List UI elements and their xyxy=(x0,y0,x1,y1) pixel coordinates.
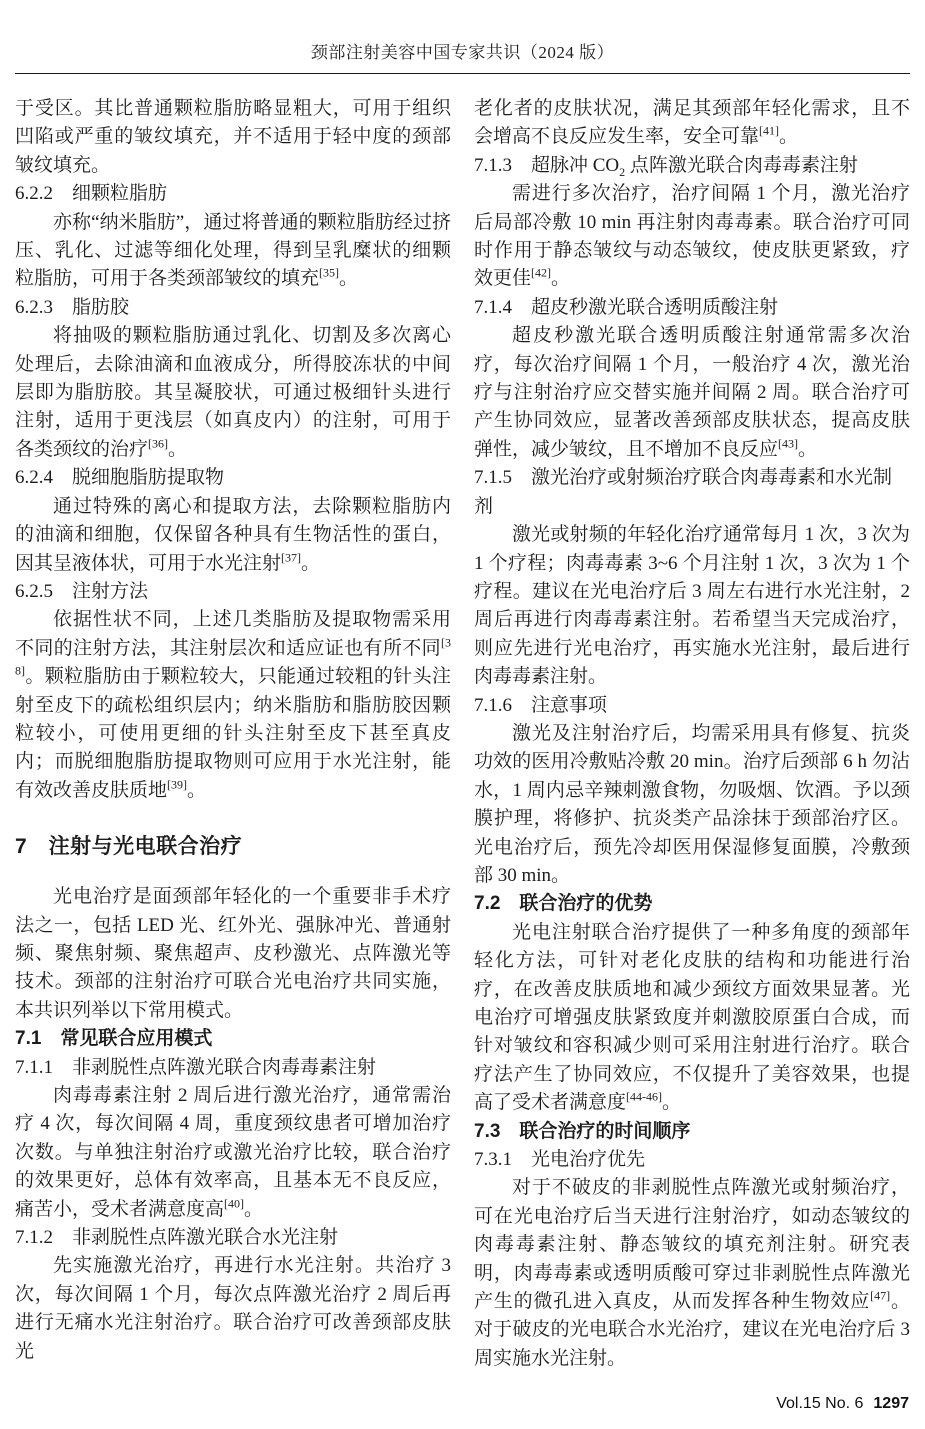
reference-marker: [40] xyxy=(224,1196,245,1211)
subsubsection-heading xyxy=(15,578,451,606)
chemical-subscript: 2 xyxy=(619,164,626,179)
text-run: 7.1.6 注意事项 xyxy=(474,694,608,716)
subsubsection-heading xyxy=(474,1146,910,1174)
text-run: 7.2 联合治疗的优势 xyxy=(474,893,653,915)
text-run: 7.1 常见联合应用模式 xyxy=(15,1028,213,1050)
text-run: 先实施激光治疗，再进行水光注射。共治疗 3 次，每次间隔 1 个月，每次点阵激光治疗 2 周后再进行无痛水光注射治疗。联合治疗可改善颈部皮肤光 xyxy=(15,1255,451,1362)
text-run: 将抽吸的颗粒脂肪通过乳化、切割及多次离心处理后，去除油滴和血液成分，所得胶冻状的中间层即为脂肪胶。其呈凝胶状，可通过极细针头进行注射，适用于更浅层（如真皮内）的注射，可用于各类颈纹的治疗 xyxy=(15,325,451,460)
text-run: 。 xyxy=(551,268,571,290)
text-run: 。颗粒脂肪由于颗粒较大，只能通过较粗的针头注射至皮下的疏松组织层内；纳米脂肪和脂肪胶因颗粒较小，可使用更细的针头注射至皮下甚至真皮内；而脱细胞脂肪提取物则可应用于水光注射，能有效改善皮肤质地 xyxy=(15,666,451,801)
text-run: 激光或射频的年轻化治疗通常每月 1 次，3 次为 1 个疗程；肉毒毒素 3~6 个月注射 1 次，3 次为 1 个疗程。建议在光电治疗后 3 周左右进行水光注射，2 周后再进行肉毒毒素注射。若希望当天完成治疗，则应先进行光电治疗，再实施水光注射，最后进行肉毒毒素注射。 xyxy=(474,524,910,688)
reference-marker: [36] xyxy=(148,436,169,451)
paragraph xyxy=(15,1082,451,1224)
paragraph xyxy=(474,322,910,464)
paragraph xyxy=(474,95,910,152)
text-run: 7.3 联合治疗的时间顺序 xyxy=(474,1120,691,1142)
subsubsection-heading xyxy=(474,692,910,720)
reference-marker: [39] xyxy=(167,777,188,792)
paragraph xyxy=(15,322,451,464)
reference-marker: [37] xyxy=(281,550,302,565)
text-run: 光电治疗是面颈部年轻化的一个重要非手术疗法之一，包括 LED 光、红外光、强脉冲光、普通射频、聚焦射频、聚焦超声、皮秒激光、点阵激光等技术。颈部的注射治疗可联合光电治疗共同实施，本共识列举以下常用模式。 xyxy=(15,886,451,1021)
text-run: 7 注射与光电联合治疗 xyxy=(15,835,243,859)
text-run: 。 xyxy=(339,268,359,290)
subsubsection-heading xyxy=(474,294,910,322)
subsubsection-heading xyxy=(474,152,910,180)
reference-marker: [47] xyxy=(870,1288,891,1303)
subsection-heading xyxy=(474,1118,910,1146)
text-run: 。对于破皮的光电联合水光治疗，建议在光电治疗后 3 周实施水光注射。 xyxy=(474,1291,910,1369)
text-run: 老化者的皮肤状况，满足其颈部年轻化需求，且不会增高不良反应发生率，安全可靠 xyxy=(474,98,910,148)
text-run: 需进行多次治疗，治疗间隔 1 个月，激光治疗后局部冷敷 10 min 再注射肉毒毒素。联合治疗可同时作用于静态皱纹与动态皱纹，使皮肤更紧致，疗效更佳 xyxy=(474,183,910,290)
text-run: 7.1.5 激光治疗或射频治疗联合肉毒毒素和水光制剂 xyxy=(474,467,893,517)
text-run: 肉毒毒素注射 2 周后进行激光治疗，通常需治疗 4 次，每次间隔 4 周，重度颈纹患者可增加治疗次数。与单独注射治疗或激光治疗比较，联合治疗的效果更好，总体有效率高，且基本无不良反应，痛苦小，受术者满意度高 xyxy=(15,1085,451,1220)
paragraph xyxy=(15,209,451,294)
subsubsection-heading xyxy=(15,1224,451,1252)
reference-marker: [35] xyxy=(319,266,340,281)
paragraph xyxy=(15,1252,451,1366)
text-run: 。 xyxy=(662,1092,682,1114)
text-run: 超皮秒激光联合透明质酸注射通常需多次治疗，每次治疗间隔 1 个月，一般治疗 4 次，激光治疗与注射治疗应交替实施并间隔 2 周。联合治疗可产生协同效应，显著改善颈部皮肤状态，提高皮肤弹性，减少皱纹，且不增加不良反应 xyxy=(474,325,910,460)
subsubsection-heading xyxy=(15,294,451,322)
text-run: 亦称“纳米脂肪”，通过将普通的颗粒脂肪经过挤压、乳化、过滤等细化处理，得到呈乳糜状的细颗粒脂肪，可用于各类颈部皱纹的填充 xyxy=(15,211,451,290)
text-run: 激光及注射治疗后，均需采用具有修复、抗炎功效的医用冷敷贴冷敷 20 min。治疗后颈部 6 h 勿沾水，1 周内忌辛辣刺激食物，勿吸烟、饮酒。予以颈膜护理，将修护、抗炎类产品涂抹于颈部治疗区。光电治疗后，预先冷却医用保湿修复面膜，冷敷颈部 30 min。 xyxy=(474,722,910,886)
reference-marker: [38] xyxy=(15,635,451,678)
subsubsection-heading xyxy=(474,464,910,521)
text-run: 7.1.1 非剥脱性点阵激光联合肉毒毒素注射 xyxy=(15,1056,377,1078)
page-footer xyxy=(776,1395,909,1413)
page-number: 1297 xyxy=(873,1395,909,1412)
text-run: 。 xyxy=(244,1198,264,1220)
text-run: 6.2.3 脂肪胶 xyxy=(15,296,130,318)
paragraph xyxy=(474,720,910,890)
subsection-heading xyxy=(15,1025,451,1053)
paragraph xyxy=(474,1174,910,1373)
text-run: 。 xyxy=(779,126,799,148)
left-column xyxy=(15,95,451,1373)
reference-marker: [43] xyxy=(778,436,799,451)
text-run: 7.1.2 非剥脱性点阵激光联合水光注射 xyxy=(15,1227,339,1249)
paragraph xyxy=(474,521,910,691)
text-run: 6.2.5 注射方法 xyxy=(15,580,149,602)
text-run: 7.1.4 超皮秒激光联合透明质酸注射 xyxy=(474,296,779,318)
text-run: 对于不破皮的非剥脱性点阵激光或射频治疗，可在光电治疗后当天进行注射治疗，如动态皱纹的肉毒毒素注射、静态皱纹的填充剂注射。研究表明，肉毒毒素或透明质酸可穿过非剥脱性点阵激光产生的微孔进入真皮，从而发挥各种生物效应 xyxy=(474,1177,910,1313)
text-run: 。 xyxy=(187,779,207,801)
paragraph xyxy=(15,883,451,1025)
paragraph xyxy=(474,180,910,294)
text-run: 点阵激光联合肉毒毒素注射 xyxy=(625,154,858,176)
text-run: 光电注射联合治疗提供了一种多角度的颈部年轻化方法，可针对老化皮肤的结构和功能进行治疗，在改善皮肤质地和减少颈纹方面效果显著。光电治疗可增强皮肤紧致度并刺激胶原蛋白合成，而针对皱纹和容积减少则可采用注射进行治疗。联合疗法产生了协同效应，不仅提升了美容效果，也提高了受术者满意度 xyxy=(474,921,910,1114)
paragraph xyxy=(15,606,451,805)
text-run: 。 xyxy=(798,438,818,460)
paragraph xyxy=(474,919,910,1118)
subsubsection-heading xyxy=(15,180,451,208)
paragraph xyxy=(15,95,451,180)
section-heading xyxy=(15,832,451,862)
text-run: 6.2.2 细颗粒脂肪 xyxy=(15,183,168,205)
text-run: 通过特殊的离心和提取方法，去除颗粒脂肪内的油滴和细胞，仅保留各种具有生物活性的蛋白，因其呈液体状，可用于水光注射 xyxy=(15,495,451,574)
text-run: 依据性状不同，上述几类脂肪及提取物需采用不同的注射方法，其注射层次和适应证也有所不同 xyxy=(15,609,451,659)
subsubsection-heading xyxy=(15,1054,451,1082)
text-run: 于受区。其比普通颗粒脂肪略显粗大，可用于组织凹陷或严重的皱纹填充，并不适用于轻中度的颈部皱纹填充。 xyxy=(15,98,451,176)
reference-marker: [42] xyxy=(531,266,552,281)
reference-marker: [41] xyxy=(759,124,780,139)
subsection-heading xyxy=(474,890,910,918)
text-run: 7.1.3 超脉冲 CO xyxy=(474,154,620,176)
reference-marker: [44-46] xyxy=(626,1089,663,1104)
right-column xyxy=(474,95,910,1373)
running-head-title: 颈部注射美容中国专家共识（2024 版） xyxy=(310,43,615,62)
two-column-body xyxy=(0,74,925,1373)
text-run: 。 xyxy=(168,438,188,460)
subsubsection-heading xyxy=(15,464,451,492)
text-run: 7.3.1 光电治疗优先 xyxy=(474,1149,646,1171)
text-run: 。 xyxy=(301,552,321,574)
volume-issue-label: Vol.15 No. 6 xyxy=(776,1395,864,1412)
paragraph xyxy=(15,493,451,578)
text-run: 6.2.4 脱细胞脂肪提取物 xyxy=(15,467,225,489)
